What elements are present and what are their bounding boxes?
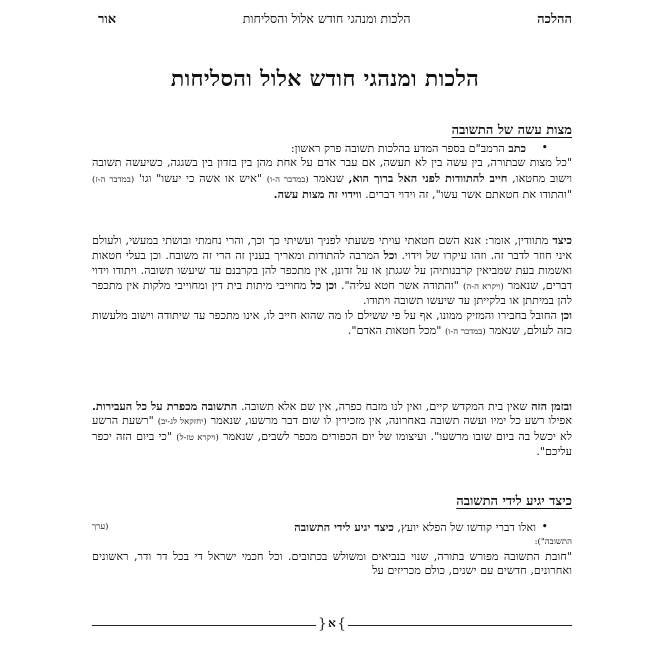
paragraph-text: "והתודה אשר חטא עליה". xyxy=(340,278,459,292)
paragraph-text: מחוייבי מיתות בית דין ומחוייבי מלקות אין מתכפר להן במיתתן או בלקייתן עד שיעשו תשובה ויתודו. xyxy=(92,278,572,308)
paragraph-this-time xyxy=(92,399,572,459)
paragraph-text: ואלו דברי קודשו של הפלא יועץ, xyxy=(397,521,536,534)
source-citation: (במדבר ה-ז) xyxy=(92,174,135,185)
paragraph-text: "מכל חטאות האדם". xyxy=(347,323,442,337)
bold-phrase: וכל xyxy=(383,248,398,263)
bold-phrase: חייב להתוודות לפני האל ברוך הוא, xyxy=(348,170,508,185)
paragraph-pele-yoetz xyxy=(92,520,572,578)
footer-rule xyxy=(92,625,316,626)
paragraph-text: "חובת התשובה מפורש בתורה, שנוי בנביאים ומשולש בכתובים. וכל חכמי ישראל די בכל דר ודר, ראשונים ואחרונים, חדשים עם ישנים, כולם מכריזים על xyxy=(92,549,572,577)
header-section-name: ההלכה xyxy=(537,12,572,27)
paragraph-text: שאין בית המקדש קיים, ואין לנו מזבח כפרה, אין שם אלא תשובה. xyxy=(240,400,528,413)
paragraph-text: אפילו רשע כל ימיו ועשה תשובה באחרונה, אין מזכירין לו שום דבר מרשעו, שנאמר xyxy=(210,414,572,428)
source-citation: (במדבר ה-ו) xyxy=(266,174,309,185)
paragraph-text: החובל בחבירו והמזיק ממונו, אף על פי ששילם לו מה שהוא חייב לו, אינו מתכפר עד שיתודה וישוב מלעשות כזה לעולם, שנאמר xyxy=(92,309,572,337)
source-citation: (במדבר ה-ו) xyxy=(444,326,486,337)
paragraph-text: "והתודו את חטאתם אשר עשו", זה וידוי דברים. xyxy=(365,187,572,201)
source-citation: (ערך xyxy=(92,522,109,532)
page-footer xyxy=(92,616,572,634)
paragraph-text: "רשעת הרשע לא יכשל בה ביום שובו מרשעו". ועיצומו של יום הכפורים מכפר לשבים, שנאמר xyxy=(92,414,573,443)
header-book-name: אור xyxy=(98,12,117,27)
source-citation: התשובה"): xyxy=(534,537,572,548)
bold-phrase: ובזמן הזה xyxy=(531,399,573,413)
lead-word: כיצד xyxy=(552,233,572,247)
bullet-icon: • xyxy=(541,141,548,154)
bullet-icon: • xyxy=(541,520,548,533)
paragraph-text: "איש או אשה כי יעשו" וגו' xyxy=(138,171,262,185)
running-header xyxy=(92,8,572,30)
paragraph-text: המרבה להתודות ומאריך בענין זה הרי זה משובח. וכן בעלי חטאות ואשמות בעת שמביאין קרבנותיהן על שגגתן או על זדונן, אין מתכפר להן בקרבנם עד שיעשו תשובה. ויתודו וידוי דברים, שנאמר xyxy=(92,249,572,292)
bold-phrase: התשובה מכפרת על כל העבירות. xyxy=(92,399,238,413)
paragraph-text: "כל מצות שבתורה, בין עשה בין לא תעשה, אם עבר אדם על אחת מהן בין בזדון בין בשגגה, כשיעשה תשובה וישוב מחטאו, xyxy=(92,156,572,185)
source-citation: (ויקרא טז-ל) xyxy=(176,432,219,443)
bold-phrase: וכן כל xyxy=(310,277,337,292)
page-title: הלכות ומנהגי חודש אלול והסליחות xyxy=(170,66,480,92)
ornament-brace-icon: } xyxy=(337,616,346,632)
paragraph-rambam xyxy=(92,141,572,202)
footer-rule xyxy=(348,625,572,626)
lead-word: כתב xyxy=(508,141,526,155)
bold-phrase: ווידוי זה מצות עשה. xyxy=(273,186,362,201)
bold-phrase: וכן xyxy=(560,308,572,323)
section-heading: מצות עשה של התשובה xyxy=(451,123,572,138)
paragraph-text: הרמב"ם בספר המדע בהלכות תשובה פרק ראשון: xyxy=(290,142,505,155)
paragraph-vidui xyxy=(92,233,572,339)
ornament-brace-icon: { xyxy=(318,616,327,632)
source-citation: (ויקרא ה-ה) xyxy=(463,281,504,292)
paragraph-text: שנאמר xyxy=(313,171,344,185)
header-chapter-title: הלכות ומנהגי חודש אלול והסליחות xyxy=(242,11,411,26)
source-citation: (יחזקאל לג-יב) xyxy=(157,417,207,428)
paragraph-text: מתוודין, אומר: אנא השם חטאתי עויתי פשעתי לפניך ועשיתי כך וכך, והרי נחמתי ובושתי במעשי, ולעולם איני חוזר לדבר זה. וזהו עיקרו של וידוי. xyxy=(92,234,573,263)
paragraph-text: "כי ביום הזה יכפר עליכם". xyxy=(92,429,572,458)
section-heading: כיצד יגיע לידי התשובה xyxy=(456,494,572,509)
bold-phrase: כיצד יגיע לידי התשובה xyxy=(294,520,394,534)
page-number: א xyxy=(328,616,336,630)
